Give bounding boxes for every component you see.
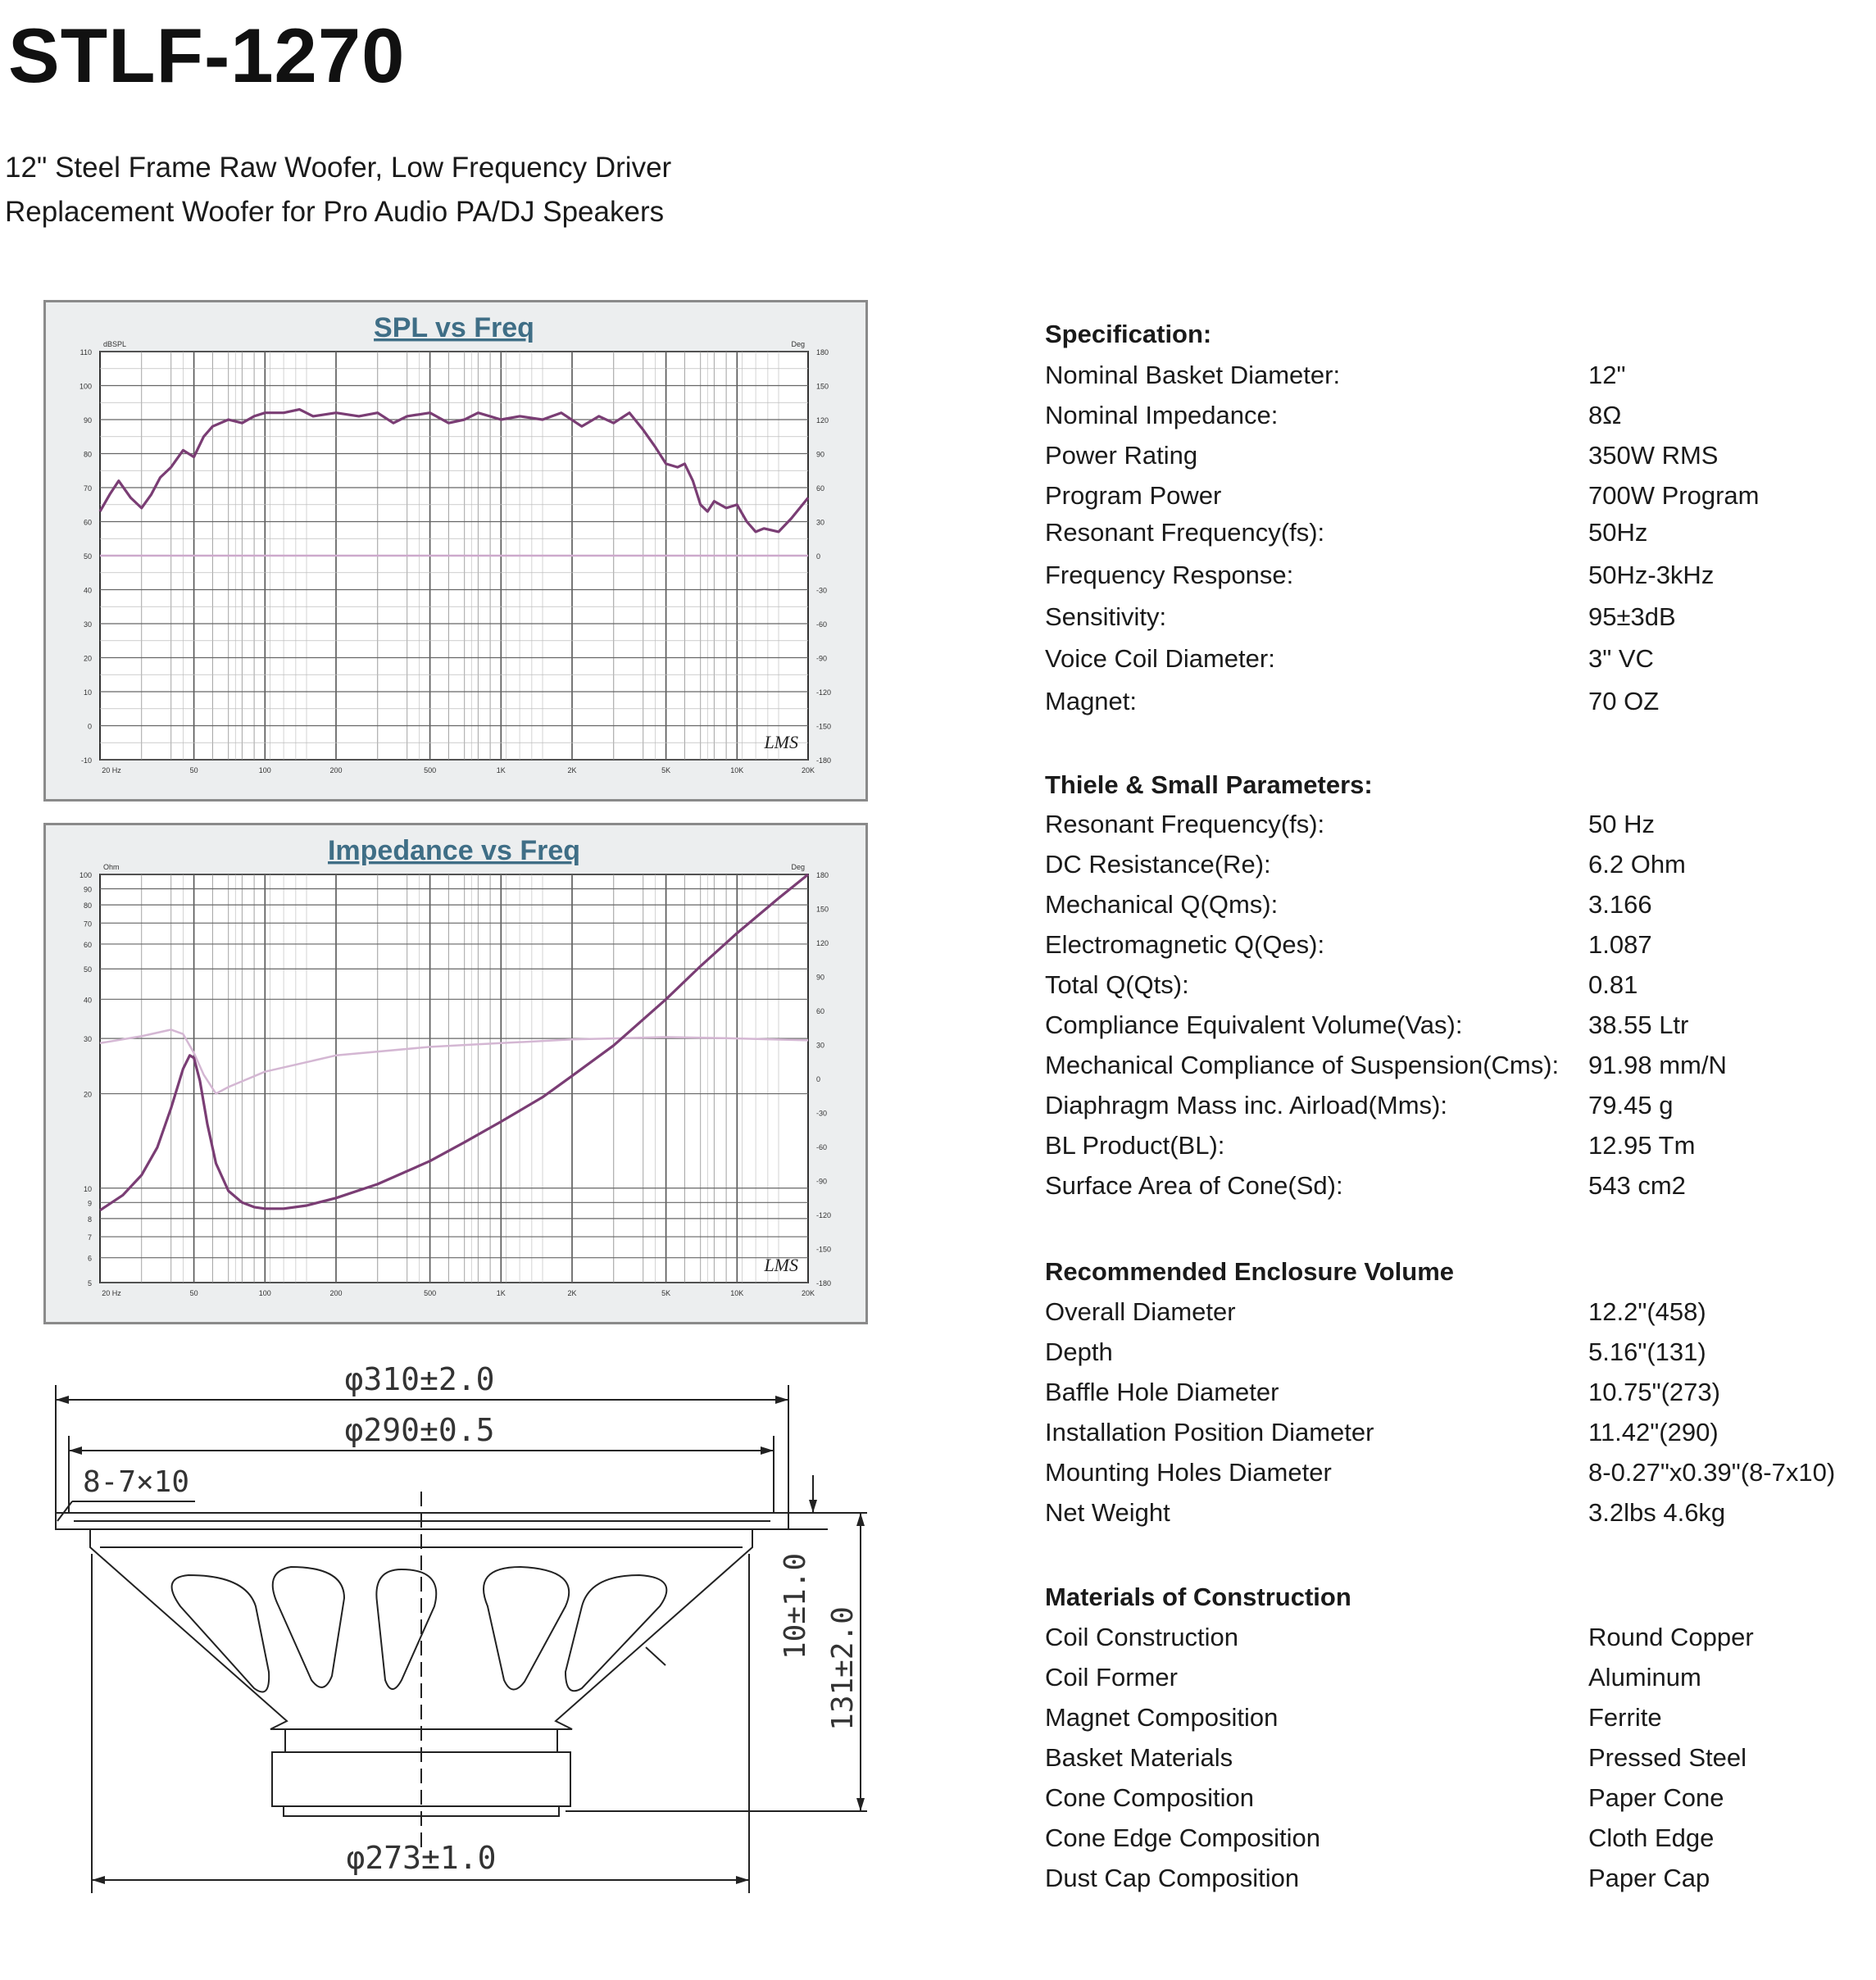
arrow-outer-right [775,1396,788,1404]
y2-tick-label: 60 [816,1007,825,1015]
x-tick-label: 1K [496,1289,506,1297]
y2-tick-label: -180 [816,756,832,765]
y2-tick-label: 180 [816,871,829,879]
arrow-outer-left [56,1396,69,1404]
arrow-depth-top [856,1513,865,1526]
ts-value: 91.98 mm/N [1588,1051,1727,1079]
y-tick-label: 7 [87,1233,92,1242]
y-tick-label: 6 [87,1254,92,1263]
impedance-chart-panel [43,823,868,1324]
ts-row [1045,1047,1856,1083]
enclosure-row [1045,1415,1856,1451]
ts-label: Mechanical Compliance of Suspension(Cms): [1045,1051,1560,1079]
spec-row [1045,515,1856,551]
chart-title: Impedance vs Freq [327,835,581,866]
material-value: Paper Cap [1588,1864,1710,1892]
y2-tick-label: 90 [816,973,825,982]
enclosure-label: Baffle Hole Diameter [1045,1378,1279,1406]
enclosure-label: Overall Diameter [1045,1297,1236,1326]
ts-value: 38.55 Ltr [1588,1010,1689,1039]
enclosure-value: 12.2"(458) [1588,1297,1706,1326]
ts-label: DC Resistance(Re): [1045,850,1271,879]
ts-row [1045,887,1856,923]
y-tick-label: 80 [83,450,92,459]
spl-vs-freq-chart [46,302,865,799]
basket-window-1 [172,1575,270,1692]
x-tick-label: 2K [567,1289,577,1297]
arrow-baffle-right [736,1876,749,1884]
material-label: Magnet Composition [1045,1703,1279,1732]
impedance-vs-freq-chart [46,825,865,1322]
y-tick-label: 40 [83,996,92,1005]
dimension-drawing [41,1360,877,1934]
dim-mount-text: φ290±0.5 [344,1412,495,1448]
spec-label: Nominal Impedance: [1045,401,1279,429]
y-tick-label: 110 [79,348,92,356]
material-row [1045,1740,1856,1776]
material-value: Paper Cone [1588,1783,1724,1812]
y-tick-label: 5 [87,1279,92,1287]
enclosure-row [1045,1495,1856,1531]
y-tick-label: 70 [83,920,92,929]
materials-heading: Materials of Construction [1045,1583,1351,1611]
x-tick-label: 10K [730,766,744,774]
ts-row [1045,927,1856,963]
ts-value: 1.087 [1588,930,1652,959]
terminal [646,1647,665,1665]
enclosure-row [1045,1455,1856,1491]
x-tick-label: 20 Hz [102,1289,121,1297]
spec-value: 8Ω [1588,401,1622,429]
y-tick-label: 0 [87,722,92,731]
spec-row [1045,599,1856,635]
basket-window-5 [566,1575,666,1691]
y2-tick-label: 120 [816,416,829,425]
specification-heading: Specification: [1045,320,1212,348]
subtitle-line-2: Replacement Woofer for Pro Audio PA/DJ Speakers [5,196,665,228]
spec-value: 95±3dB [1588,602,1676,631]
spec-label: Frequency Response: [1045,561,1294,589]
x-tick-label: 100 [258,766,271,774]
x-tick-label: 200 [329,766,343,774]
y2-tick-label: 30 [816,1041,825,1050]
ts-value: 3.166 [1588,890,1652,919]
y2-tick-label: -30 [816,586,828,595]
enclosure-row [1045,1294,1856,1330]
ts-value: 543 cm2 [1588,1171,1686,1200]
arrow-depth-bottom [856,1798,865,1811]
ts-label: Diaphragm Mass inc. Airload(Mms): [1045,1091,1447,1119]
y2-tick-label: 0 [816,552,821,561]
chart-title: SPL vs Freq [374,312,534,343]
y-tick-label: 10 [83,688,92,697]
spec-row [1045,397,1856,434]
product-title: STLF-1270 [8,12,406,98]
y-tick-label: 30 [83,620,92,629]
enclosure-value: 3.2lbs 4.6kg [1588,1498,1726,1527]
y2-tick-label: -90 [816,654,828,663]
y-tick-label: 60 [83,940,92,949]
y2-tick-label: -30 [816,1109,828,1118]
y-tick-label: 60 [83,518,92,527]
x-tick-label: 100 [258,1289,271,1297]
spec-value: 70 OZ [1588,687,1660,715]
dim-flange-text: 10±1.0 [779,1552,812,1660]
spec-label: Program Power [1045,481,1222,510]
y2-axis-unit: Deg [791,340,805,348]
product-subtitle [5,146,671,234]
x-tick-label: 50 [189,766,198,774]
dim-outer-text: φ310±2.0 [344,1361,495,1397]
y2-tick-label: -60 [816,620,828,629]
material-label: Coil Former [1045,1663,1178,1692]
y2-tick-label: -90 [816,1177,828,1186]
ts-row [1045,847,1856,883]
y2-tick-label: -150 [816,722,832,731]
ts-value: 12.95 Tm [1588,1131,1696,1160]
y-tick-label: 50 [83,552,92,561]
subtitle-line-1: 12" Steel Frame Raw Woofer, Low Frequency Driver [5,152,672,184]
spec-value: 50Hz [1588,518,1648,547]
x-tick-label: 1K [496,766,506,774]
spec-value: 50Hz-3kHz [1588,561,1715,589]
ts-label: Mechanical Q(Qms): [1045,890,1279,919]
x-tick-label: 50 [189,1289,198,1297]
material-row [1045,1820,1856,1856]
y-tick-label: 70 [83,484,92,493]
material-label: Coil Construction [1045,1623,1239,1651]
material-row [1045,1860,1856,1896]
x-tick-label: 500 [424,766,437,774]
y-tick-label: -10 [80,756,92,765]
y2-tick-label: 30 [816,518,825,527]
ts-row [1045,1088,1856,1124]
y2-tick-label: 60 [816,484,825,493]
ts-value: 79.45 g [1588,1091,1674,1119]
enclosure-label: Net Weight [1045,1498,1170,1527]
ts-row [1045,1168,1856,1204]
enclosure-value: 5.16"(131) [1588,1337,1706,1366]
thiele-small-heading: Thiele & Small Parameters: [1045,770,1373,799]
y2-tick-label: 0 [816,1075,821,1083]
ts-label: BL Product(BL): [1045,1131,1225,1160]
x-tick-label: 20K [801,766,815,774]
ts-label: Resonant Frequency(fs): [1045,810,1325,838]
x-tick-label: 20K [801,1289,815,1297]
y-tick-label: 10 [83,1184,92,1193]
spec-row [1045,357,1856,393]
material-label: Basket Materials [1045,1743,1233,1772]
ts-value: 50 Hz [1588,810,1655,838]
ts-row [1045,967,1856,1003]
material-label: Cone Composition [1045,1783,1255,1812]
spec-row [1045,438,1856,474]
ts-label: Surface Area of Cone(Sd): [1045,1171,1343,1200]
spec-label: Magnet: [1045,687,1138,715]
spec-value: 700W Program [1588,481,1760,510]
ts-value: 0.81 [1588,970,1638,999]
y-tick-label: 100 [79,382,92,391]
material-label: Dust Cap Composition [1045,1864,1300,1892]
y-tick-label: 40 [83,586,92,595]
enclosure-label: Installation Position Diameter [1045,1418,1374,1446]
y-tick-label: 80 [83,901,92,911]
enclosure-row [1045,1334,1856,1370]
material-row [1045,1619,1856,1655]
material-value: Pressed Steel [1588,1743,1747,1772]
enclosure-label: Mounting Holes Diameter [1045,1458,1332,1487]
dim-depth-text: 131±2.0 [826,1606,860,1731]
x-tick-label: 500 [424,1289,437,1297]
arrow-flange [809,1500,817,1513]
spec-row [1045,683,1856,720]
arrow-mount-left [69,1446,82,1455]
basket-window-3 [376,1569,436,1689]
spec-value: 12" [1588,361,1626,389]
watermark-text: LMS [764,1255,798,1275]
y-tick-label: 8 [87,1215,92,1224]
spec-label: Resonant Frequency(fs): [1045,518,1325,547]
y-tick-label: 90 [83,885,92,894]
basket-window-4 [484,1567,569,1690]
material-row [1045,1660,1856,1696]
x-tick-label: 200 [329,1289,343,1297]
x-tick-label: 20 Hz [102,766,121,774]
watermark-text: LMS [764,732,798,752]
y-tick-label: 20 [83,1090,92,1099]
x-tick-label: 5K [661,1289,671,1297]
material-value: Round Copper [1588,1623,1754,1651]
enclosure-label: Depth [1045,1337,1113,1366]
ts-label: Compliance Equivalent Volume(Vas): [1045,1010,1463,1039]
ts-label: Total Q(Qts): [1045,970,1189,999]
y2-tick-label: -120 [816,1211,832,1219]
y-axis-unit: dBSPL [103,340,127,348]
spec-label: Power Rating [1045,441,1198,470]
y-tick-label: 30 [83,1035,92,1044]
dim-baffle-text: φ273±1.0 [346,1840,497,1876]
spec-row [1045,557,1856,593]
enclosure-row [1045,1374,1856,1410]
y-tick-label: 100 [79,871,92,879]
material-label: Cone Edge Composition [1045,1823,1321,1852]
material-value: Ferrite [1588,1703,1662,1732]
enclosure-heading: Recommended Enclosure Volume [1045,1257,1454,1286]
basket-window-2 [273,1567,344,1687]
y-tick-label: 50 [83,965,92,974]
y2-tick-label: 180 [816,348,829,356]
y2-tick-label: 120 [816,939,829,947]
ts-value: 6.2 Ohm [1588,850,1686,879]
x-tick-label: 10K [730,1289,744,1297]
leader-arrow-holes [57,1501,72,1521]
spec-label: Nominal Basket Diameter: [1045,361,1341,389]
y-tick-label: 90 [83,416,92,425]
y-axis-unit: Ohm [103,863,120,871]
y2-tick-label: 90 [816,450,825,459]
y-tick-label: 9 [87,1199,92,1208]
spec-value: 350W RMS [1588,441,1719,470]
ts-row [1045,806,1856,842]
spec-row [1045,478,1856,514]
y2-tick-label: -60 [816,1143,828,1151]
y2-tick-label: -150 [816,1245,832,1254]
y2-tick-label: -180 [816,1279,832,1287]
x-tick-label: 2K [567,766,577,774]
arrow-mount-right [761,1446,774,1455]
material-value: Aluminum [1588,1663,1701,1692]
material-value: Cloth Edge [1588,1823,1715,1852]
ts-label: Electromagnetic Q(Qes): [1045,930,1325,959]
spec-label: Sensitivity: [1045,602,1167,631]
arrow-baffle-left [92,1876,105,1884]
spec-row [1045,641,1856,677]
y2-tick-label: -120 [816,688,832,697]
dim-holes-text: 8-7×10 [82,1465,190,1499]
enclosure-value: 11.42"(290) [1588,1418,1719,1446]
spec-label: Voice Coil Diameter: [1045,644,1275,673]
enclosure-value: 10.75"(273) [1588,1378,1720,1406]
y-tick-label: 20 [83,654,92,663]
y2-tick-label: 150 [816,905,829,914]
y2-tick-label: 150 [816,382,829,391]
material-row [1045,1780,1856,1816]
x-tick-label: 5K [661,766,671,774]
enclosure-value: 8-0.27"x0.39"(8-7x10) [1588,1458,1836,1487]
ts-row [1045,1128,1856,1164]
material-row [1045,1700,1856,1736]
spl-chart-panel [43,300,868,802]
y2-axis-unit: Deg [791,863,805,871]
ts-row [1045,1007,1856,1043]
spec-value: 3" VC [1588,644,1654,673]
